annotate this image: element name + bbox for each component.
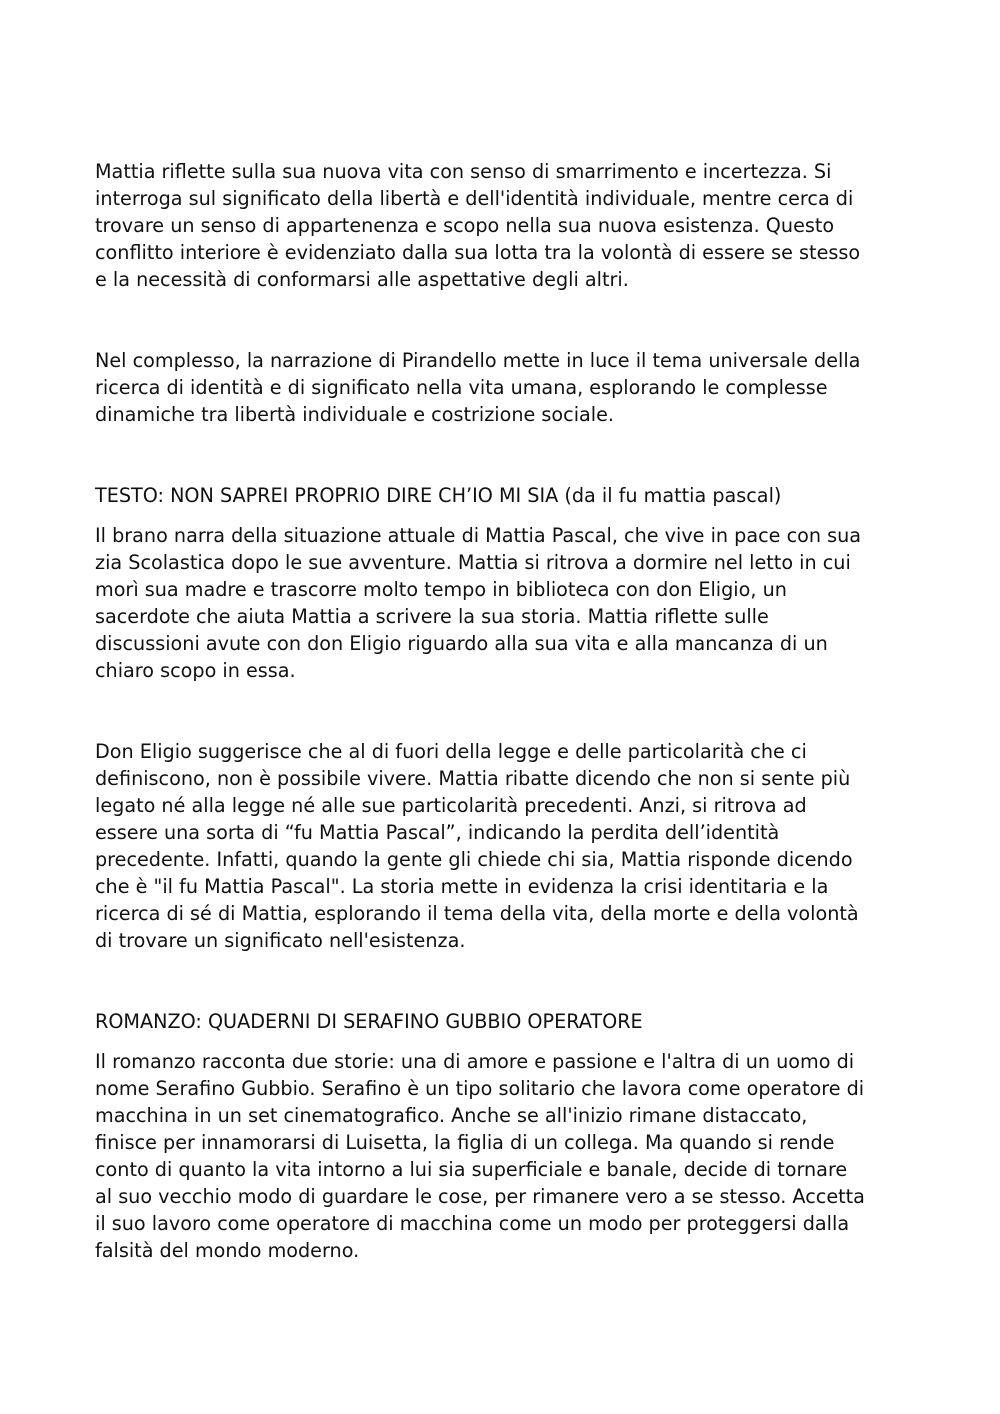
text-line: legato né alla legge né alle sue particolarità precedenti. Anzi, si ritrova ad xyxy=(95,794,807,817)
text-line: dinamiche tra libertà individuale e costrizione sociale. xyxy=(95,403,615,426)
paragraph-mattia-reflection xyxy=(95,158,860,293)
text-line: ricerca di sé di Mattia, esplorando il tema della vita, della morte e della volontà xyxy=(95,902,859,925)
text-line: conto di quanto la vita intorno a lui sia superficiale e banale, decide di tornare xyxy=(95,1158,848,1181)
text-line: zia Scolastica dopo le sue avventure. Mattia si ritrova a dormire nel letto in cui xyxy=(95,551,851,574)
paragraph-brano-narra xyxy=(95,522,861,684)
section-heading-romanzo: ROMANZO: QUADERNI DI SERAFINO GUBBIO OPERATORE xyxy=(95,1010,643,1033)
section-heading-testo: TESTO: NON SAPREI PROPRIO DIRE CH’IO MI SIA (da il fu mattia pascal) xyxy=(95,484,782,507)
text-line: definiscono, non è possibile vivere. Mattia ribatte dicendo che non si sente più xyxy=(95,767,851,790)
text-line: il suo lavoro come operatore di macchina come un modo per proteggersi dalla xyxy=(95,1212,850,1235)
text-line: chiaro scopo in essa. xyxy=(95,659,296,682)
text-line: Il romanzo racconta due storie: una di amore e passione e l'altra di un uomo di xyxy=(95,1050,855,1073)
text-line: Il brano narra della situazione attuale di Mattia Pascal, che vive in pace con sua xyxy=(95,524,862,547)
text-line: morì sua madre e trascorre molto tempo in biblioteca con don Eligio, un xyxy=(95,578,787,601)
paragraph-serafino-gubbio xyxy=(95,1048,865,1264)
text-line: falsità del mondo moderno. xyxy=(95,1239,360,1262)
text-line: trovare un senso di appartenenza e scopo nella sua nuova esistenza. Questo xyxy=(95,214,835,237)
text-line: sacerdote che aiuta Mattia a scrivere la sua storia. Mattia riflette sulle xyxy=(95,605,769,628)
text-line: Don Eligio suggerisce che al di fuori della legge e delle particolarità che ci xyxy=(95,740,807,763)
paragraph-don-eligio xyxy=(95,738,859,954)
text-line: finisce per innamorarsi di Luisetta, la figlia di un collega. Ma quando si rende xyxy=(95,1131,835,1154)
text-line: e la necessità di conformarsi alle aspettative degli altri. xyxy=(95,268,629,291)
text-line: precedente. Infatti, quando la gente gli chiede chi sia, Mattia risponde dicendo xyxy=(95,848,853,871)
text-line: Mattia riflette sulla sua nuova vita con senso di smarrimento e incertezza. Si xyxy=(95,160,832,183)
text-line: interroga sul significato della libertà e dell'identità individuale, mentre cerca di xyxy=(95,187,854,210)
text-line: di trovare un significato nell'esistenza. xyxy=(95,929,466,952)
text-line: che è "il fu Mattia Pascal". La storia mette in evidenza la crisi identitaria e la xyxy=(95,875,829,898)
text-line: Nel complesso, la narrazione di Pirandello mette in luce il tema universale della xyxy=(95,349,861,372)
text-line: al suo vecchio modo di guardare le cose, per rimanere vero a se stesso. Accetta xyxy=(95,1185,865,1208)
text-line: essere una sorta di “fu Mattia Pascal”, indicando la perdita dell’identità xyxy=(95,821,780,844)
text-line: macchina in un set cinematografico. Anche se all'inizio rimane distaccato, xyxy=(95,1104,808,1127)
text-line: discussioni avute con don Eligio riguardo alla sua vita e alla mancanza di un xyxy=(95,632,828,655)
text-line: nome Serafino Gubbio. Serafino è un tipo solitario che lavora come operatore di xyxy=(95,1077,865,1100)
paragraph-pirandello-summary xyxy=(95,347,860,428)
text-line: ricerca di identità e di significato nella vita umana, esplorando le complesse xyxy=(95,376,828,399)
text-line: conflitto interiore è evidenziato dalla sua lotta tra la volontà di essere se stesso xyxy=(95,241,861,264)
